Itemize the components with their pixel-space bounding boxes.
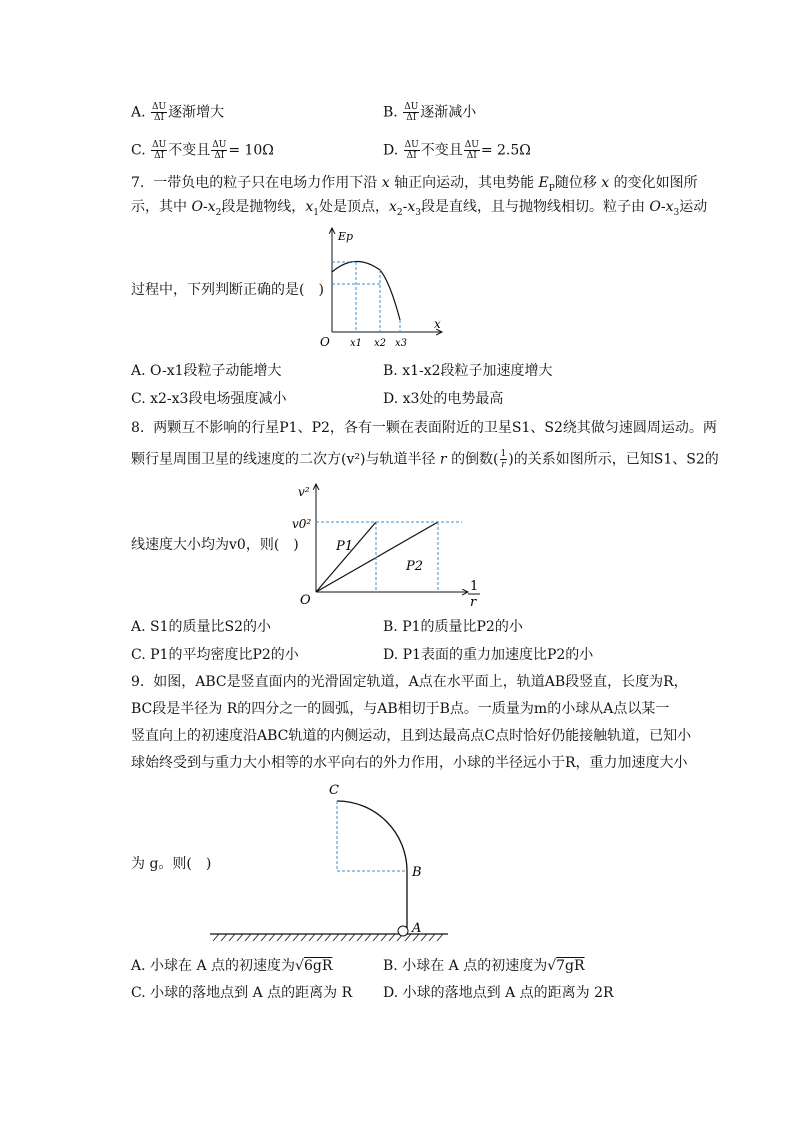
q7-tick-x2: x2 bbox=[374, 338, 387, 349]
q9-label-a: A bbox=[412, 921, 422, 936]
q8-xlabel-den: r bbox=[470, 595, 477, 608]
q8-option-a[interactable]: A. S1的质量比S2的小 bbox=[131, 619, 272, 635]
q6-option-a[interactable]: A. $\frac{\Delta U}{\Delta I}$ 逐渐增大 bbox=[131, 102, 225, 123]
q7-graph bbox=[310, 222, 450, 352]
q9-ball bbox=[398, 926, 408, 936]
q7-stem-line1: 7. 一带负电的粒子只在电场力作用下沿 x 轴正向运动，其电势能 $E_P$随位移 x 的变化如图所 bbox=[131, 175, 698, 194]
q8-line-p2 bbox=[316, 522, 438, 592]
q8-graph bbox=[290, 478, 490, 608]
q9-option-a[interactable]: A. 小球在 A 点的初速度为√6gR bbox=[131, 958, 333, 974]
q9-label-c: C bbox=[329, 783, 339, 798]
q9-stem-line1: 9. 如图，ABC是竖直面内的光滑固定轨道，A点在水平面上，轨道AB段竖直，长度为R， bbox=[131, 674, 688, 690]
q8-option-d[interactable]: D. P1表面的重力加速度比P2的小 bbox=[383, 647, 594, 663]
q7-curve bbox=[332, 261, 400, 320]
q8-stem-line1: 8. 两颗互不影响的行星P1、P2，各有一颗在表面附近的卫星S1、S2绕其做匀速圆周运动。两 bbox=[131, 420, 717, 436]
q7-xlabel: x bbox=[434, 317, 441, 331]
q9-option-d[interactable]: D. 小球的落地点到 A 点的距离为 2R bbox=[383, 985, 614, 1001]
q8-origin: O bbox=[300, 593, 311, 608]
q8-option-c[interactable]: C. P1的平均密度比P2的小 bbox=[131, 647, 299, 663]
q7-option-a[interactable]: A. O-x1段粒子动能增大 bbox=[131, 363, 282, 379]
q8-stem-line3: 线速度大小均为v0，则( ) bbox=[131, 537, 299, 553]
q9-ground-hatch bbox=[213, 934, 443, 941]
q7-option-c[interactable]: C. x2-x3段电场强度减小 bbox=[131, 391, 287, 407]
q9-graph bbox=[205, 776, 455, 946]
q9-track bbox=[337, 801, 407, 928]
q6-option-b[interactable]: B. $\frac{\Delta U}{\Delta I}$ 逐渐减小 bbox=[383, 102, 477, 123]
q8-xlabel-num: 1 bbox=[470, 579, 479, 594]
q7-tick-x1: x1 bbox=[350, 338, 363, 349]
q7-ylabel: Ep bbox=[338, 230, 354, 243]
q7-stem-line2: 示，其中 $O-x_2$段是抛物线，$x_1$处是顶点，$x_2-x_3$段是直线，且与抛物线相切。粒子由 $O-x_3$运动 bbox=[131, 199, 708, 218]
q9-stem-line3: 竖直向上的初速度沿ABC轨道的内侧运动，且到达最高点C点时恰好仍能接触轨道，已知小 bbox=[131, 728, 692, 744]
q7-origin: O bbox=[320, 335, 330, 349]
q8-option-b[interactable]: B. P1的质量比P2的小 bbox=[383, 619, 523, 635]
q8-ylabel: v² bbox=[298, 485, 310, 499]
q9-option-c[interactable]: C. 小球的落地点到 A 点的距离为 R bbox=[131, 985, 353, 1001]
q9-stem-line4: 球始终受到与重力大小相等的水平向右的外力作用，小球的半径远小于R，重力加速度大小 bbox=[131, 755, 688, 771]
q8-stem-line2: 颗行星周围卫星的线速度的二次方(v²)与轨道半径 r 的倒数( $\frac{1}{r}$ )的关系如图所示，已知S1、S2的 bbox=[131, 449, 719, 470]
q8-label-p1: P1 bbox=[336, 539, 354, 554]
q7-option-b[interactable]: B. x1-x2段粒子加速度增大 bbox=[383, 363, 553, 379]
q9-stem-line5: 为 g。则( ) bbox=[131, 856, 212, 872]
q7-tick-x3: x3 bbox=[395, 338, 408, 349]
q9-stem-line2: BC段是半径为 R的四分之一的圆弧，与AB相切于B点。一质量为m的小球从A点以某一 bbox=[131, 701, 670, 717]
q9-option-b[interactable]: B. 小球在 A 点的初速度为√7gR bbox=[383, 958, 585, 974]
q8-v0-label: v0² bbox=[292, 517, 312, 531]
q7-stem-line3: 过程中，下列判断正确的是( ) bbox=[131, 282, 324, 298]
q9-label-b: B bbox=[412, 865, 422, 880]
q6-option-d[interactable]: D. $\frac{\Delta U}{\Delta I}$ 不变且 $\frac{\Delta U}{\Delta I}$ = 2.5Ω bbox=[383, 140, 531, 161]
q7-option-d[interactable]: D. x3处的电势最高 bbox=[383, 391, 504, 407]
q8-label-p2: P2 bbox=[406, 559, 424, 574]
q8-line-p1 bbox=[316, 522, 376, 592]
q6-option-c[interactable]: C. $\frac{\Delta U}{\Delta I}$ 不变且 $\frac{\Delta U}{\Delta I}$ = 10Ω bbox=[131, 140, 274, 161]
